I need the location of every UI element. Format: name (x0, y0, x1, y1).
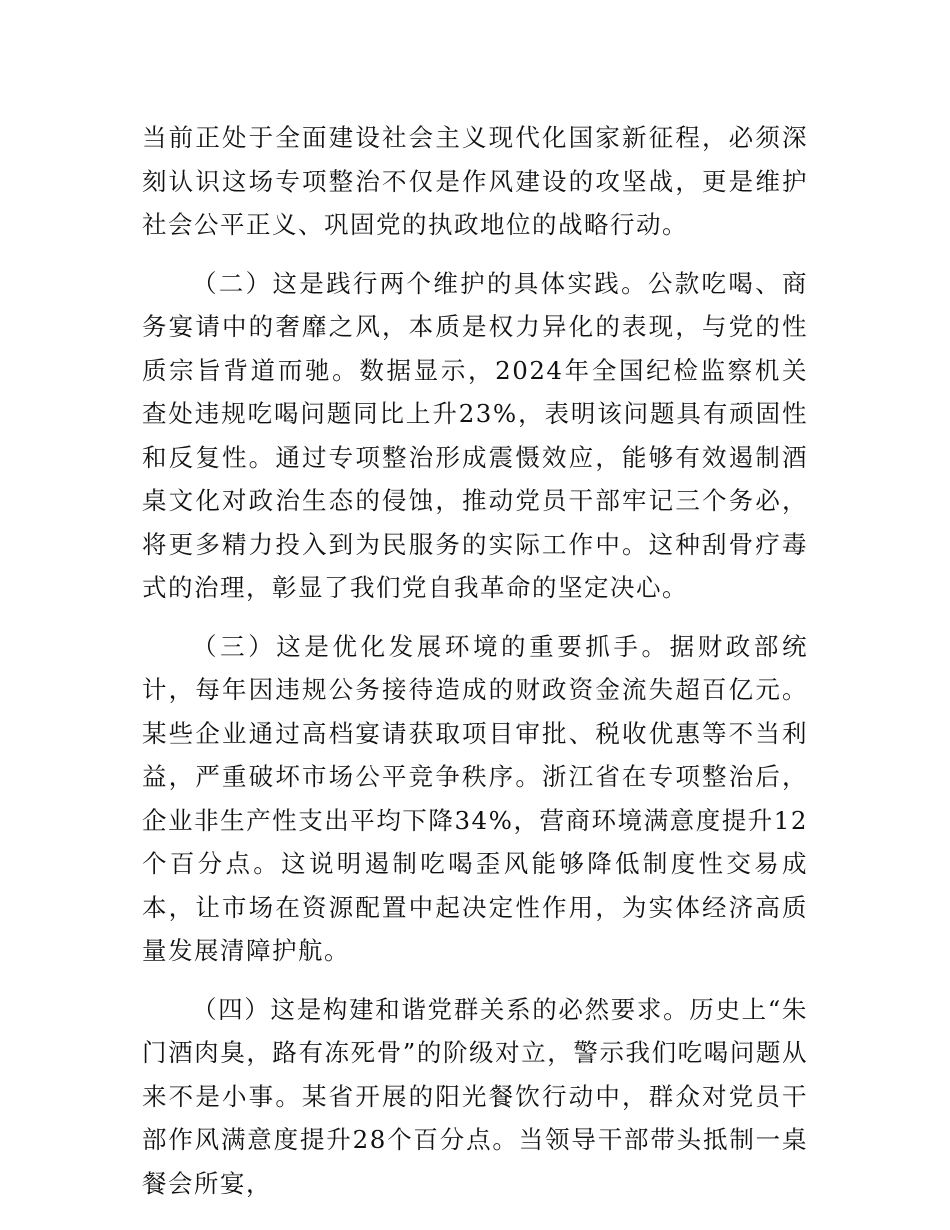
paragraph-section-two: （二）这是践行两个维护的具体实践。公款吃喝、商务宴请中的奢靡之风，本质是权力异化的表现，与党的性质宗旨背道而驰。数据显示，2024年全国纪检监察机关查处违规吃喝问题同比上升23%，表明该问题具有顽固性和反复性。通过专项整治形成震慑效应，能够有效遏制酒桌文化对政治生态的侵蚀，推动党员干部牢记三个务必，将更多精力投入到为民服务的实际工作中。这种刮骨疗毒式的治理，彰显了我们党自我革命的坚定决心。 (142, 268, 808, 602)
paragraph-section-four: （四）这是构建和谐党群关系的必然要求。历史上“朱门酒肉臭，路有冻死骨”的阶级对立，警示我们吃喝问题从来不是小事。某省开展的阳光餐饮行动中，群众对党员干部作风满意度提升28个百分点。当领导干部带头抵制一桌餐会所宴， (142, 994, 808, 1198)
document-body (142, 116, 808, 1205)
paragraph-continuation: 当前正处于全面建设社会主义现代化国家新征程，必须深刻认识这场专项整治不仅是作风建设的攻坚战，更是维护社会公平正义、巩固党的执政地位的战略行动。 (142, 123, 808, 239)
paragraph-section-three: （三）这是优化发展环境的重要抓手。据财政部统计，每年因违规公务接待造成的财政资金流失超百亿元。某些企业通过高档宴请获取项目审批、税收优惠等不当利益，严重破坏市场公平竞争秩序。浙江省在专项整治后，企业非生产性支出平均下降34%，营商环境满意度提升12个百分点。这说明遏制吃喝歪风能够降低制度性交易成本，让市场在资源配置中起决定性作用，为实体经济高质量发展清障护航。 (142, 631, 808, 965)
